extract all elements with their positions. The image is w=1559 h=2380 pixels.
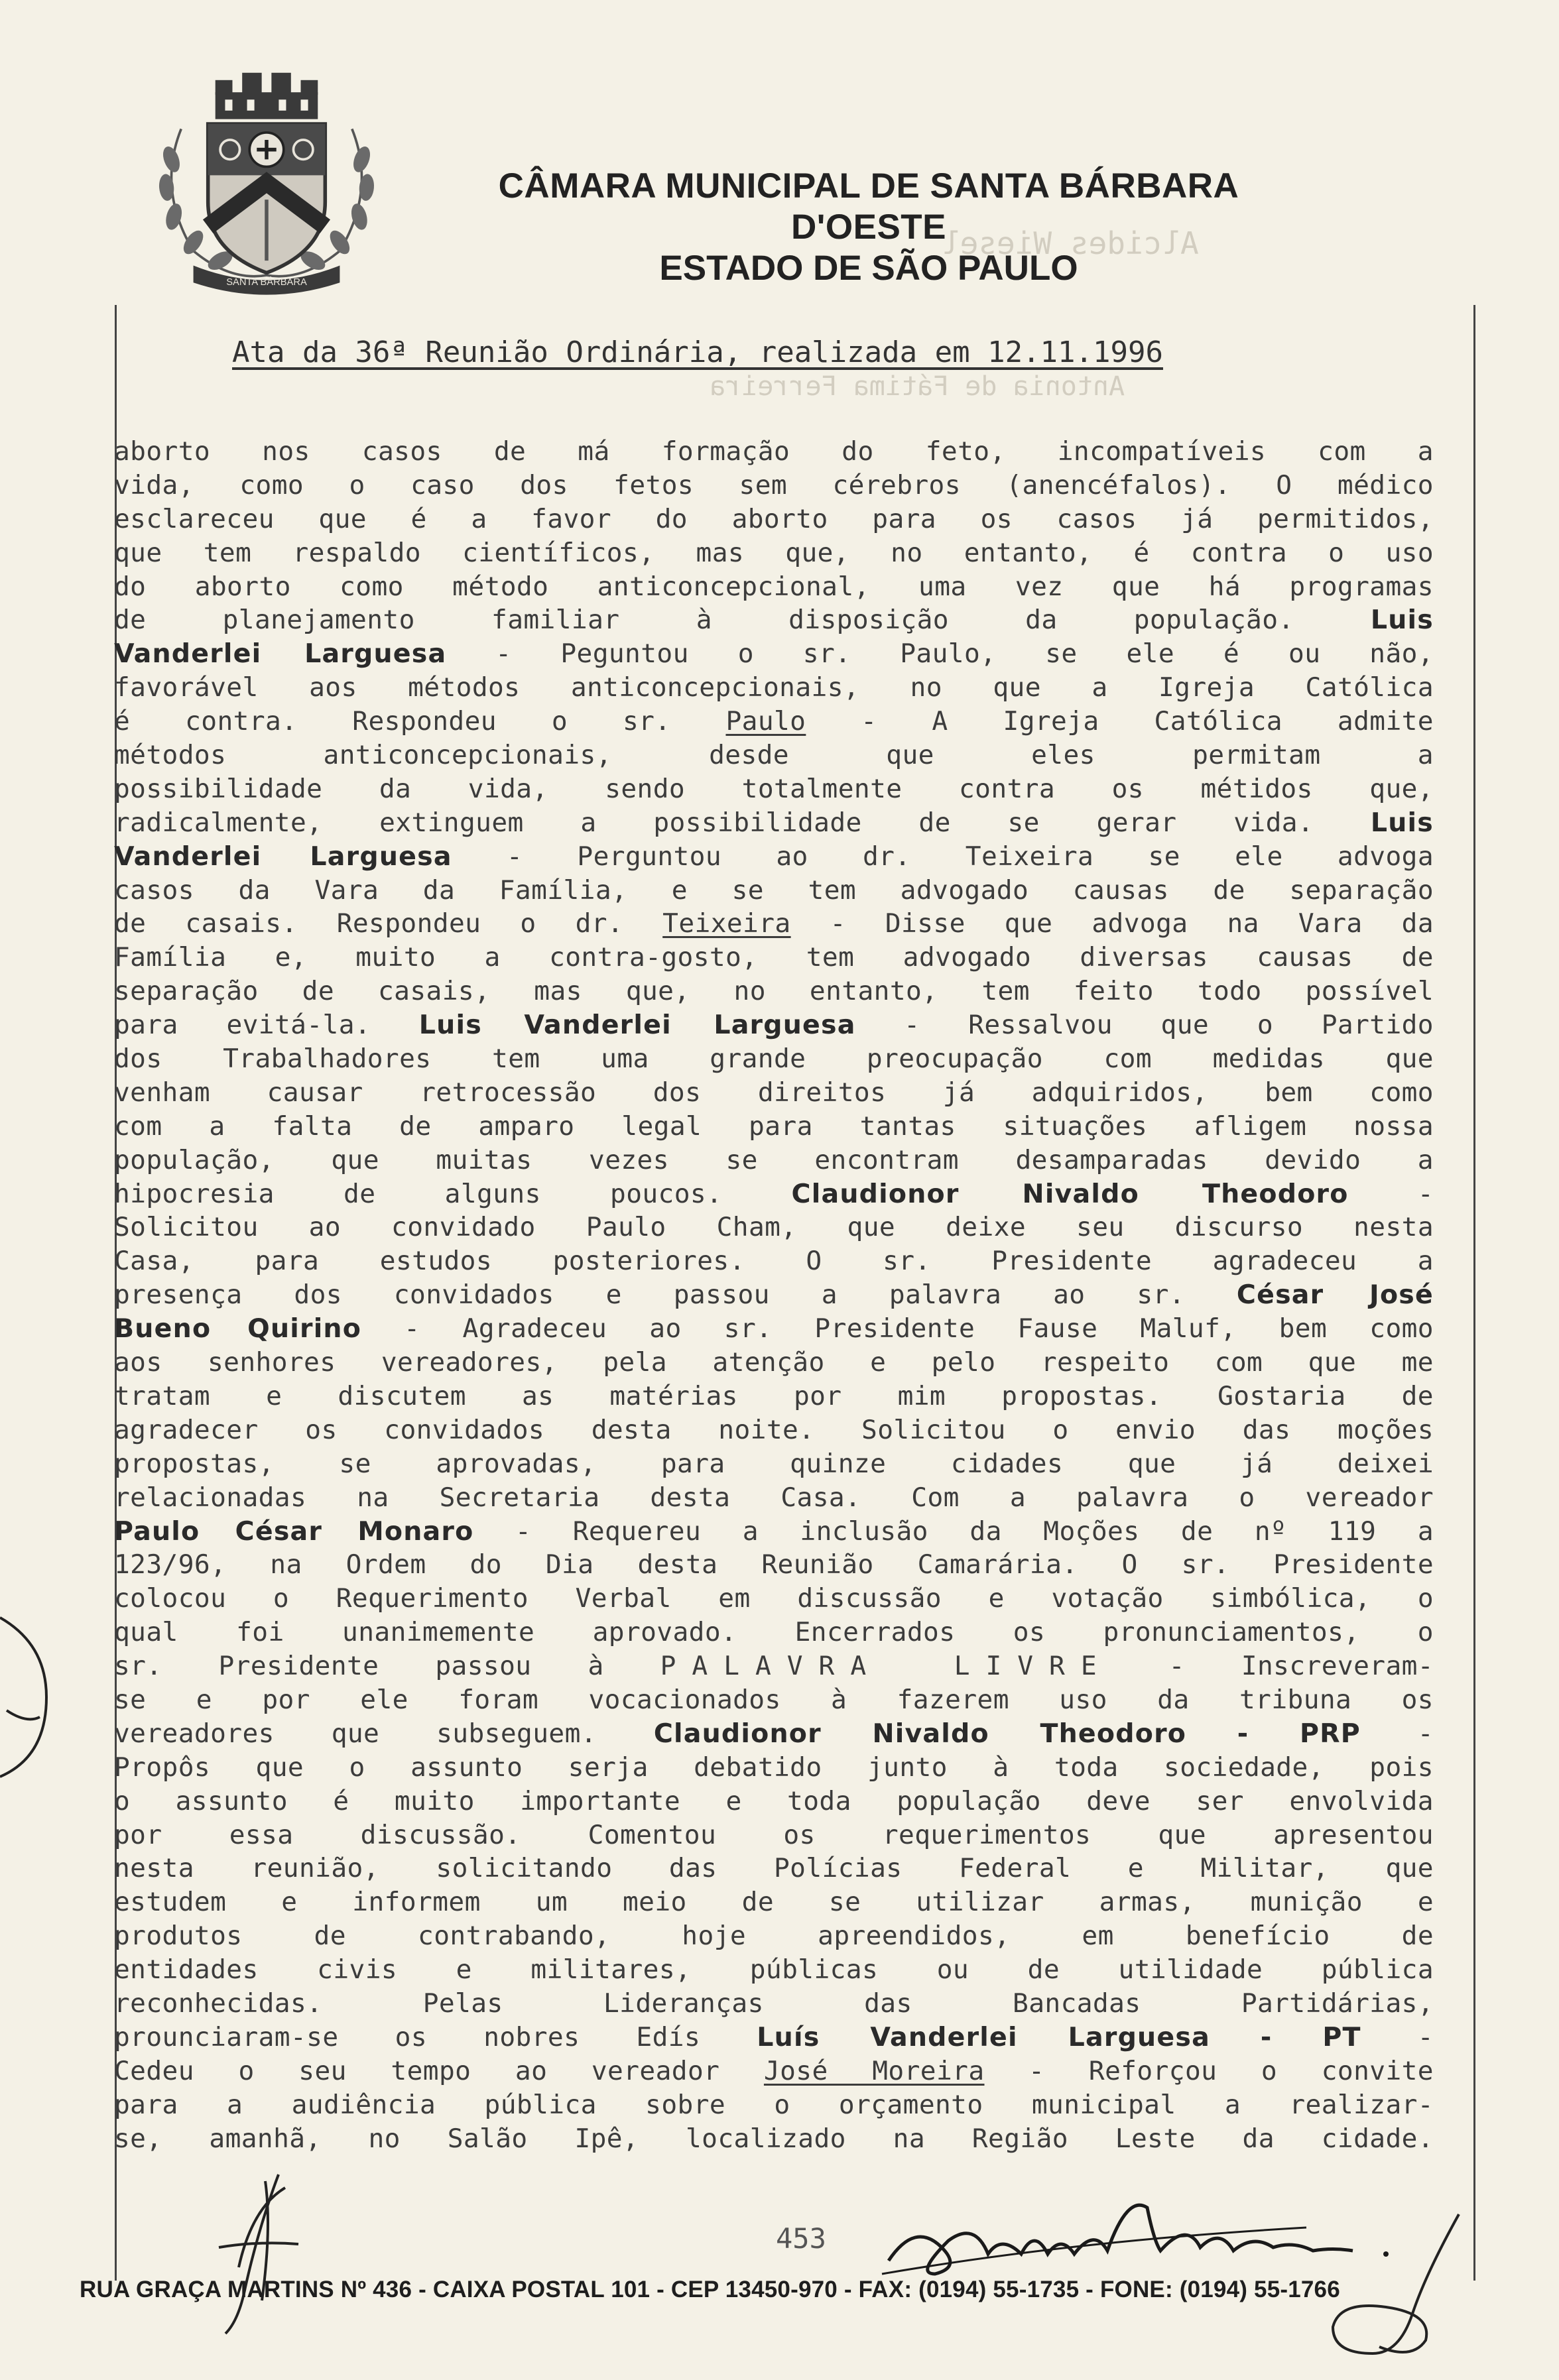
text-line (114, 705, 1434, 739)
text-segment: Cedeu o seu tempo ao vereador (114, 2055, 764, 2086)
underlined-name: Paulo (725, 706, 806, 737)
text-line (114, 1852, 1434, 1885)
letterhead (444, 166, 1293, 289)
text-segment: - (1360, 1718, 1434, 1749)
text-segment: sr. Presidente passou à (114, 1651, 660, 1682)
minutes-body (114, 435, 1434, 2155)
text-line (114, 1413, 1434, 1447)
text-line (114, 1380, 1434, 1413)
text-line (114, 975, 1434, 1008)
text-segment: hipocresia de alguns poucos. (114, 1178, 792, 1209)
text-line (114, 1919, 1434, 1953)
text-line (114, 1683, 1434, 1717)
text-segment: é contra. Respondeu o sr. (114, 706, 726, 737)
speaker-name: Luís Vanderlei Larguesa - PT (757, 2021, 1361, 2053)
text-segment: esclareceu que é a favor do aborto para os casos já permitidos, (114, 503, 1434, 534)
text-segment: - Disse que advoga na Vara da (790, 908, 1434, 939)
text-segment: presença dos convidados e passou a palavra ao sr. (114, 1279, 1237, 1311)
state-name: ESTADO DE SÃO PAULO (659, 249, 1078, 288)
text-segment: que tem respaldo científicos, mas que, no entanto, é contra o uso (114, 537, 1434, 568)
text-line (114, 1649, 1434, 1683)
text-segment: aos senhores vereadores, pela atenção e pelo respeito com que me (114, 1347, 1434, 1378)
text-segment: do aborto como método anticoncepcional, uma vez que há programas (114, 571, 1434, 602)
text-segment: - A Igreja Católica admite (806, 706, 1434, 737)
text-segment: Família e, muito a contra-gosto, tem advogado diversas causas de (114, 942, 1434, 973)
text-segment: qual foi unanimemente aprovado. Encerrados os pronunciamentos, o (114, 1617, 1434, 1648)
text-line (114, 1885, 1434, 1919)
text-segment: Casa, para estudos posteriores. O sr. Presidente agradeceu a (114, 1246, 1434, 1277)
text-segment: casos da Vara da Família, e se tem advogado causas de separação (114, 874, 1434, 906)
speaker-name: Claudionor Nivaldo Theodoro - PRP (653, 1718, 1361, 1749)
text-segment: - Perguntou ao dr. Teixeira se ele advoga (452, 841, 1434, 872)
text-line (114, 570, 1434, 604)
text-line (114, 1481, 1434, 1515)
text-segment: separação de casais, mas que, no entanto, tem feito todo possível (114, 976, 1434, 1007)
rubric-signature-left (199, 2168, 318, 2340)
coat-of-arms-icon (145, 56, 389, 300)
text-segment: para evitá-la. (114, 1010, 419, 1041)
bleed-through-name-2: Antonia de Fátima Ferreira (710, 371, 1125, 402)
speaker-name: Luis Vanderlei Larguesa (418, 1010, 856, 1041)
speaker-name: Paulo César Monaro (114, 1516, 474, 1547)
text-segment: de casais. Respondeu o dr. (114, 908, 663, 939)
minutes-title: Ata da 36ª Reunião Ordinária, realizada em 12.11.1996 (232, 335, 1163, 369)
text-segment: vereadores que subseguem. (114, 1718, 654, 1749)
crest-motto: SANTA BÁRBARA (226, 276, 307, 288)
text-segment: radicalmente, extinguem a possibilidade de se gerar vida. (114, 807, 1371, 838)
text-line (114, 772, 1434, 806)
institution-name: CÂMARA MUNICIPAL DE SANTA BÁRBARA D'OESTE (498, 166, 1239, 247)
text-segment: entidades civis e militares, públicas ou de utilidade pública (114, 1954, 1434, 1986)
speaker-name: Bueno Quirino (114, 1313, 362, 1344)
speaker-name: Vanderlei Larguesa (114, 841, 452, 872)
text-line (114, 1312, 1434, 1346)
text-segment: - Ressalvou que o Partido (855, 1010, 1434, 1041)
text-line (114, 1042, 1434, 1076)
text-line (114, 806, 1434, 840)
text-line (114, 1244, 1434, 1278)
text-segment: estudem e informem um meio de se utilizar armas, munição e (114, 1887, 1434, 1918)
text-segment: Solicitou ao convidado Paulo Cham, que deixe seu discurso nesta (114, 1212, 1434, 1243)
text-segment: se e por ele foram vocacionados à fazerem uso da tribuna os (114, 1684, 1434, 1715)
underlined-name: José Moreira (763, 2055, 985, 2086)
text-line (114, 1211, 1434, 1244)
text-line (114, 603, 1434, 637)
text-line (114, 874, 1434, 908)
text-segment: - (1361, 2021, 1434, 2053)
text-line (114, 1278, 1434, 1312)
speaker-name: César José (1236, 1279, 1434, 1311)
text-segment: - (1348, 1178, 1434, 1209)
text-segment: propostas, se aprovadas, para quinze cidades que já deixei (114, 1448, 1434, 1479)
text-line (114, 2054, 1434, 2088)
text-line (114, 435, 1434, 469)
text-line (114, 840, 1434, 874)
speaker-name: Luis (1370, 807, 1434, 838)
text-segment: produtos de contrabando, hoje apreendidos, em benefício de (114, 1921, 1434, 1952)
text-line (114, 1818, 1434, 1852)
underlined-name: Teixeira (662, 908, 791, 939)
text-line (114, 637, 1434, 671)
text-segment: vida, como o caso dos fetos sem cérebros (anencéfalos). O médico (114, 469, 1434, 501)
text-line (114, 2088, 1434, 2122)
text-line (114, 1987, 1434, 2021)
text-line (114, 1076, 1434, 1110)
text-segment: - Reforçou o convite (984, 2055, 1434, 2086)
text-segment: colocou o Requerimento Verbal em discussão e votação simbólica, o (114, 1583, 1434, 1614)
text-line (114, 739, 1434, 772)
text-segment: - Inscreveram- (1112, 1651, 1434, 1682)
text-segment: 123/96, na Ordem do Dia desta Reunião Camarária. O sr. Presidente (114, 1549, 1434, 1580)
text-segment: agradecer os convidados desta noite. Solicitou o envio das moções (114, 1414, 1434, 1445)
text-line (114, 907, 1434, 941)
text-line (114, 1447, 1434, 1481)
text-line (114, 941, 1434, 975)
text-line (114, 1751, 1434, 1785)
text-segment: possibilidade da vida, sendo totalmente contra os métidos que, (114, 773, 1434, 804)
text-line (114, 1582, 1434, 1616)
text-segment: o assunto é muito importante e toda população deve ser envolvida (114, 1785, 1434, 1816)
text-segment: - Requereu a inclusão da Moções de nº 119 a (473, 1516, 1434, 1547)
text-line (114, 1616, 1434, 1649)
text-line (114, 1110, 1434, 1144)
text-line (114, 2122, 1434, 2156)
text-segment: dos Trabalhadores tem uma grande preocupação com medidas que (114, 1043, 1434, 1075)
text-segment: aborto nos casos de má formação do feto, incompatíveis com a (114, 436, 1434, 467)
text-segment: PALAVRA LIVRE (660, 1651, 1113, 1682)
speaker-name: Vanderlei Larguesa (114, 638, 447, 670)
text-segment: - Peguntou o sr. Paulo, se ele é ou não, (446, 638, 1434, 670)
text-line (114, 1346, 1434, 1380)
text-line (114, 1717, 1434, 1751)
text-segment: - Agradeceu ao sr. Presidente Fause Maluf, bem como (361, 1313, 1434, 1344)
text-segment: venham causar retrocessão dos direitos já adquiridos, bem como (114, 1077, 1434, 1108)
speaker-name: Luis (1370, 605, 1434, 636)
text-line (114, 469, 1434, 503)
footer-address: RUA GRAÇA MARTINS Nº 436 - CAIXA POSTAL 101 - CEP 13450-970 - FAX: (0194) 55-1735 - FONE: (0194) 55-1766 (80, 2277, 1340, 2302)
text-segment: de planejamento familiar à disposição da população. (114, 605, 1371, 636)
text-line (114, 536, 1434, 570)
text-segment: para a audiência pública sobre o orçamento municipal a realizar- (114, 2089, 1434, 2120)
text-segment: população, que muitas vezes se encontram desamparadas devido a (114, 1144, 1434, 1175)
text-line (114, 1785, 1434, 1818)
right-margin-rule (1473, 305, 1475, 2281)
text-segment: nesta reunião, solicitando das Polícias Federal e Militar, que (114, 1853, 1434, 1884)
text-line (114, 1177, 1434, 1211)
partial-signature-edge (0, 1604, 53, 1790)
text-segment: favorável aos métodos anticoncepcionais, no que a Igreja Católica (114, 672, 1434, 703)
text-line (114, 1144, 1434, 1177)
text-segment: relacionadas na Secretaria desta Casa. Com a palavra o vereador (114, 1482, 1434, 1513)
text-line (114, 1548, 1434, 1582)
text-line (114, 2021, 1434, 2054)
text-segment: Propôs que o assunto serja debatido junto à toda sociedade, pois (114, 1752, 1434, 1783)
text-line (114, 671, 1434, 705)
text-segment: por essa discussão. Comentou os requerimentos que apresentou (114, 1819, 1434, 1850)
text-segment: tratam e discutem as matérias por mim propostas. Gostaria de (114, 1380, 1434, 1411)
text-line (114, 503, 1434, 536)
text-line (114, 1953, 1434, 1987)
text-line (114, 1515, 1434, 1549)
page-number: 453 (776, 2222, 826, 2255)
text-segment: prounciaram-se os nobres Edís (114, 2021, 757, 2053)
text-segment: métodos anticoncepcionais, desde que eles permitam a (114, 740, 1434, 771)
speaker-name: Claudionor Nivaldo Theodoro (791, 1178, 1349, 1209)
text-segment: reconhecidas. Pelas Lideranças das Bancadas Partidárias, (114, 1988, 1434, 2019)
bleed-through-name-1: Alcides Wiesel (942, 225, 1199, 261)
text-segment: se, amanhã, no Salão Ipê, localizado na Região Leste da cidade. (114, 2123, 1434, 2154)
text-segment: com a falta de amparo legal para tantas situações afligem nossa (114, 1110, 1434, 1142)
text-line (114, 1008, 1434, 1042)
